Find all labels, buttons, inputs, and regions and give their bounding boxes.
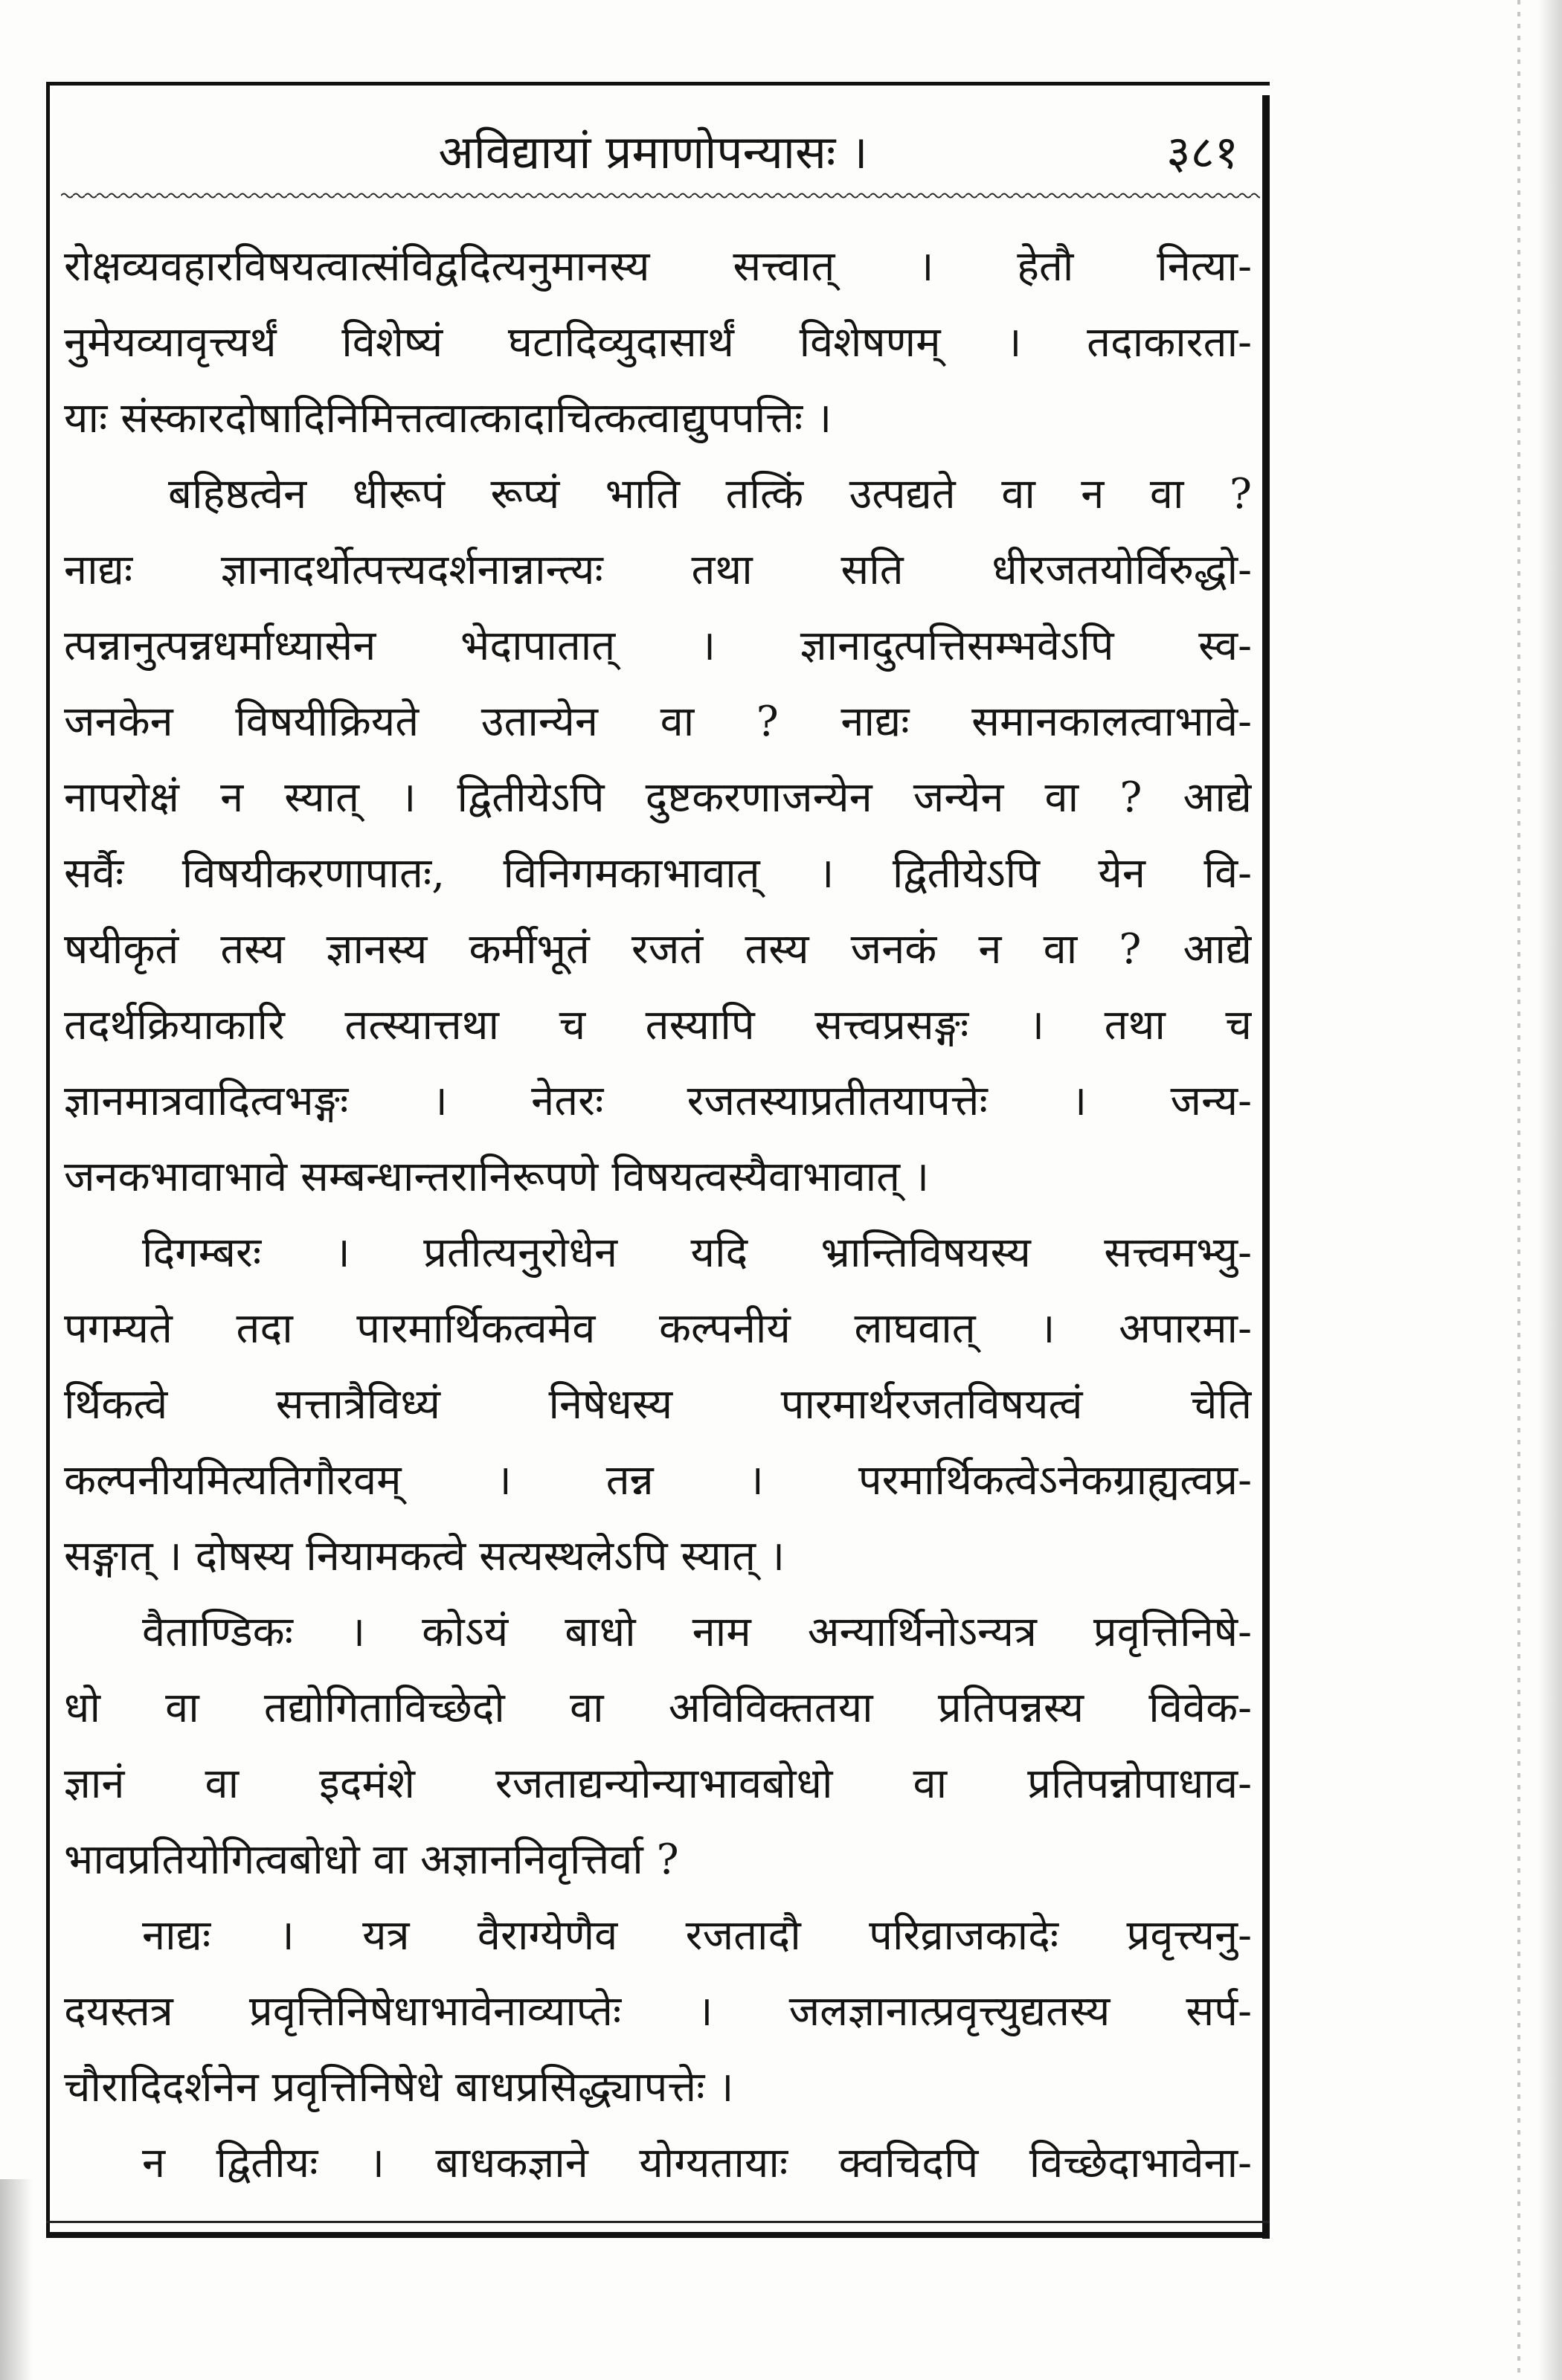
header-rule bbox=[61, 190, 1260, 201]
text-line: भावप्रतियोगित्वबोधो वा अज्ञाननिवृत्तिर्वा ? bbox=[64, 1836, 679, 1884]
frame-border-right bbox=[1262, 95, 1270, 2239]
text-line: र्थिकत्वे सत्तात्रैविध्यं निषेधस्य पारमार्थरजतविषयत्वं चेति bbox=[64, 1380, 1252, 1429]
paragraph-start-line: नाद्यः । यत्र वैराग्येणैव रजतादौ परिव्राजकादेः प्रवृत्त्यनु- bbox=[142, 1911, 1252, 1960]
text-line: पगम्यते तदा पारमार्थिकत्वमेव कल्पनीयं लाघवात् । अपारमा- bbox=[64, 1305, 1252, 1353]
scan-corner-shadow bbox=[0, 2179, 33, 2380]
paragraph-start-line: दिगम्बरः । प्रतीत्यनुरोधेन यदि भ्रान्तिविषयस्य सत्त्वमभ्यु- bbox=[142, 1229, 1252, 1277]
paragraph-start-line: बहिष्ठत्वेन धीरूपं रूप्यं भाति तत्किं उत्पद्यते वा न वा ? bbox=[168, 470, 1252, 518]
text-line: नुमेयव्यावृत्त्यर्थं विशेष्यं घटादिव्युदासार्थं विशेषणम् । तदाकारता- bbox=[64, 318, 1252, 367]
text-line: त्पन्नानुत्पन्नधर्माध्यासेन भेदापातात् । ज्ञानादुत्पत्तिसम्भवेऽपि स्व- bbox=[64, 622, 1252, 670]
text-line: नाद्यः ज्ञानादर्थोत्पत्त्यदर्शनान्नान्त्यः तथा सति धीरजतयोर्विरुद्धो- bbox=[64, 546, 1252, 594]
text-line: जनकेन विषयीक्रियते उतान्येन वा ? नाद्यः समानकालत्वाभावे- bbox=[64, 698, 1252, 746]
text-line: रोक्षव्यवहारविषयत्वात्संविद्वदित्यनुमानस्य सत्त्वात् । हेतौ नित्या- bbox=[64, 242, 1252, 291]
paragraph-start-line: न द्वितीयः । बाधकज्ञाने योग्यतायाः क्वचिदपि विच्छेदाभावेना- bbox=[142, 2139, 1252, 2187]
body-text bbox=[64, 229, 1252, 2202]
text-line: दयस्तत्र प्रवृत्तिनिषेधाभावेनाव्याप्तेः । जलज्ञानात्प्रवृत्त्युद्यतस्य सर्प- bbox=[64, 1987, 1252, 2036]
frame-border-bottom-thin bbox=[46, 2221, 1270, 2223]
frame-border-top bbox=[46, 82, 1270, 86]
text-line: ज्ञानं वा इदमंशे रजताद्यन्योन्याभावबोधो वा प्रतिपन्नोपाधाव- bbox=[64, 1760, 1252, 1808]
running-head: अविद्यायां प्रमाणोपन्यासः । bbox=[438, 125, 868, 179]
scan-edge-dots bbox=[1517, 0, 1520, 2380]
page-number: ३८१ bbox=[1166, 125, 1238, 179]
text-line: नापरोक्षं न स्यात् । द्वितीयेऽपि दुष्टकरणाजन्येन जन्येन वा ? आद्ये bbox=[64, 774, 1252, 822]
text-line: चौरादिदर्शनेन प्रवृत्तिनिषेधे बाधप्रसिद्ध्यापत्तेः । bbox=[64, 2063, 734, 2112]
text-line: धो वा तद्योगिताविच्छेदो वा अविविक्ततया प्रतिपन्नस्य विवेक- bbox=[64, 1684, 1252, 1732]
text-line: सङ्गात् । दोषस्य नियामकत्वे सत्यस्थलेऽपि स्यात् । bbox=[64, 1532, 785, 1580]
frame-border-bottom-thick bbox=[46, 2232, 1270, 2238]
text-line: जनकभावाभावे सम्बन्धान्तरानिरूपणे विषयत्वस्यैवाभावात् । bbox=[64, 1153, 930, 1201]
text-line: षयीकृतं तस्य ज्ञानस्य कर्मीभूतं रजतं तस्य जनकं न वा ? आद्ये bbox=[64, 925, 1252, 974]
text-line: कल्पनीयमित्यतिगौरवम् । तन्न । परमार्थिकत्वेऽनेकग्राह्यत्वप्र- bbox=[64, 1456, 1252, 1505]
paragraph-start-line: वैताण्डिकः । कोऽयं बाधो नाम अन्यार्थिनोऽन्यत्र प्रवृत्तिनिषे- bbox=[142, 1608, 1252, 1656]
text-line: तदर्थक्रियाकारि तत्स्यात्तथा च तस्यापि सत्त्वप्रसङ्गः । तथा च bbox=[64, 1001, 1252, 1049]
text-line: याः संस्कारदोषादिनिमित्तत्वात्कादाचित्कत्वाद्युपपत्तिः । bbox=[64, 394, 832, 443]
text-line: ज्ञानमात्रवादित्वभङ्गः । नेतरः रजतस्याप्रतीतयापत्तेः । जन्य- bbox=[64, 1077, 1252, 1125]
frame-border-left bbox=[46, 82, 50, 2237]
text-line: सर्वैः विषयीकरणापातः, विनिगमकाभावात् । द्वितीयेऽपि येन वि- bbox=[64, 849, 1252, 898]
scan-edge-shadow bbox=[1538, 0, 1562, 2380]
